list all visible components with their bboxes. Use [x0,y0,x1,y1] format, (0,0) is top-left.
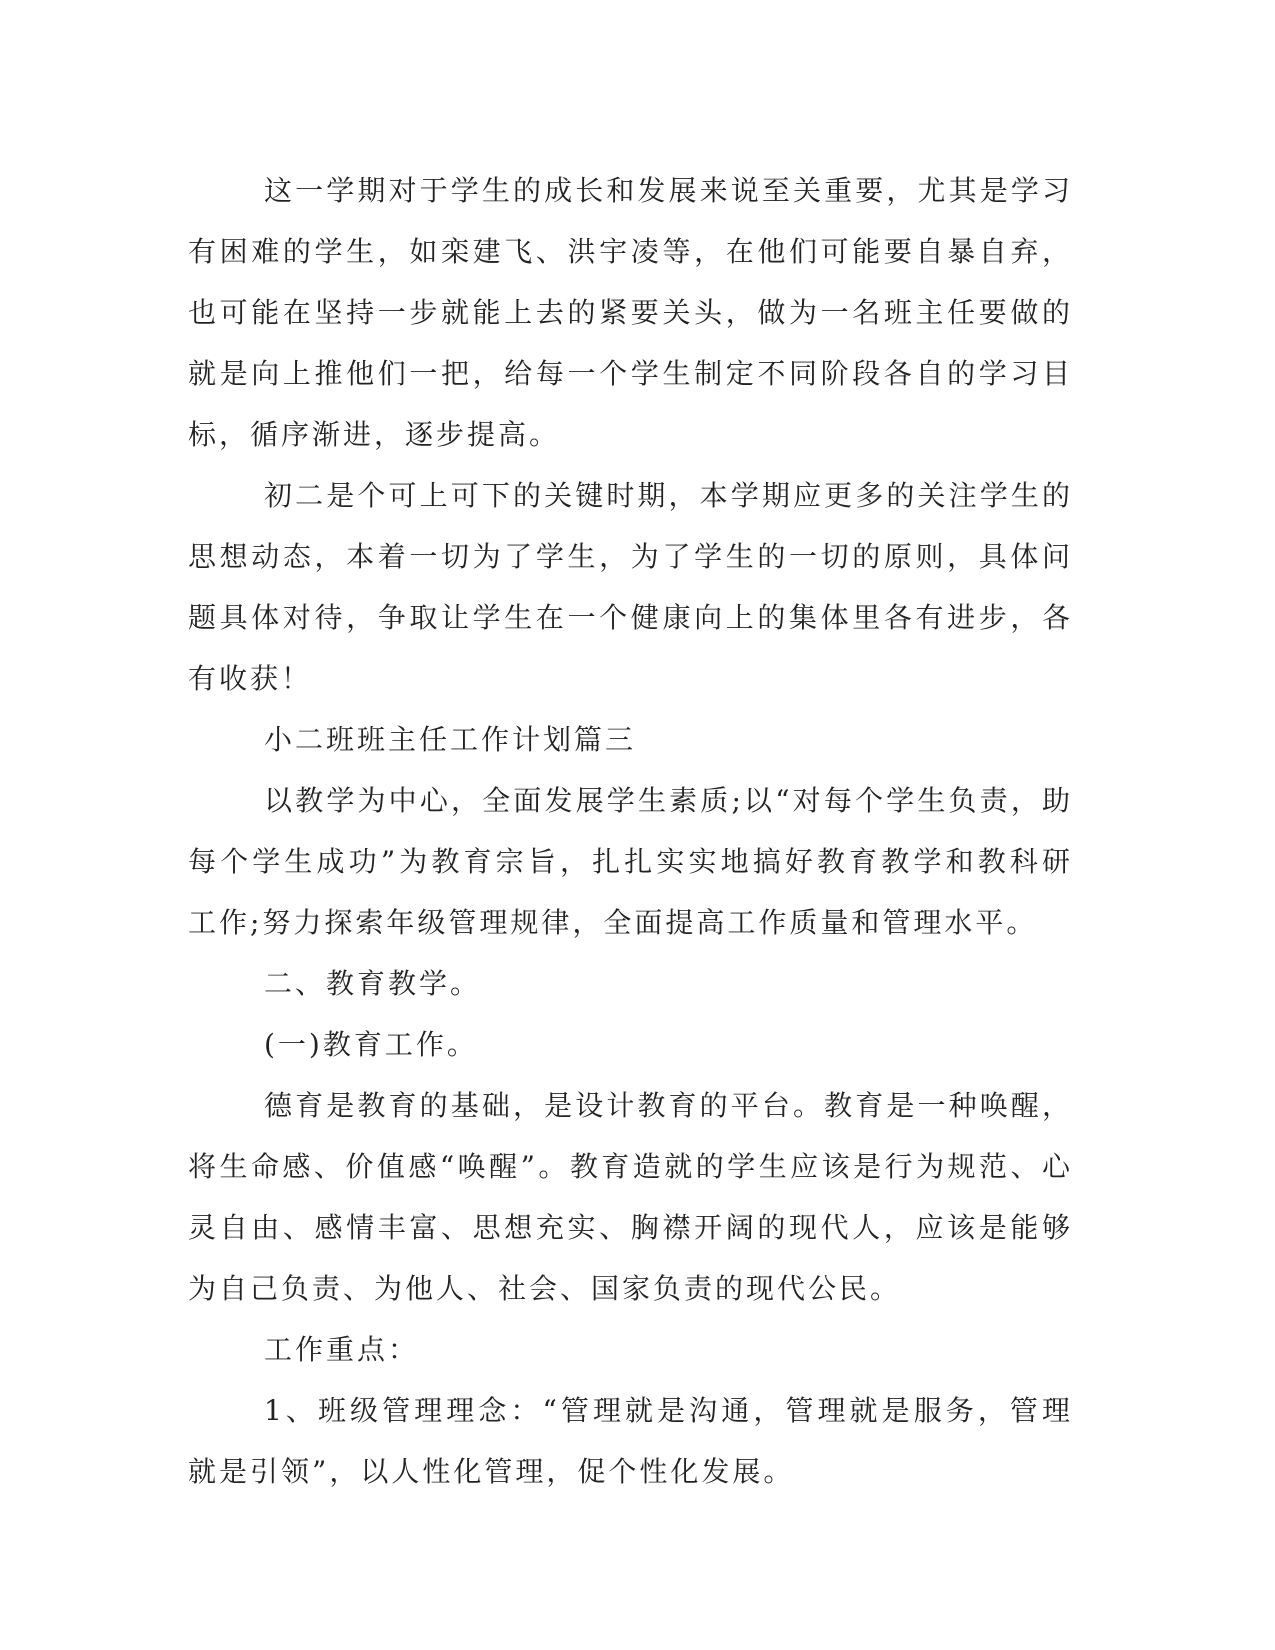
paragraph-moral-education: 德育是教育的基础，是设计教育的平台。教育是一种唤醒，将生命感、价值感“唤醒”。教育造就的学生应该是行为规范、心灵自由、感情丰富、思想充实、胸襟开阔的现代人，应该是能够为自己负责、为他人、社会、国家负责的现代公民。 [188,1089,1073,1305]
document-body [188,160,1073,1502]
paragraph-study-goals: 这一学期对于学生的成长和发展来说至关重要，尤其是学习有困难的学生，如栾建飞、洪宇凌等，在他们可能要自暴自弃，也可能在坚持一步就能上去的紧要关头，做为一名班主任要做的就是向上推他们一把，给每一个学生制定不同阶段各自的学习目标，循序渐进，逐步提高。 [188,174,1073,451]
paragraph-grade-two: 初二是个可上可下的关键时期，本学期应更多的关注学生的思想动态，本着一切为了学生，为了学生的一切的原则，具体问题具体对待，争取让学生在一个健康向上的集体里各有进步，各有收获！ [188,479,1073,695]
section-heading-education-teaching: 二、教育教学。 [264,967,482,1000]
paragraph-teaching-center: 以教学为中心，全面发展学生素质;以“对每个学生负责，助每个学生成功”为教育宗旨，扎扎实实地搞好教育教学和教科研工作;努力探索年级管理规律，全面提高工作质量和管理水平。 [188,784,1073,939]
heading-work-focus: 工作重点： [264,1333,420,1366]
section-heading-part-three: 小二班班主任工作计划篇三 [264,723,637,756]
subsection-heading-education-work: (一)教育工作。 [264,1028,478,1061]
list-item-class-management: 1、班级管理理念：“管理就是沟通，管理就是服务，管理就是引领”，以人性化管理，促个性化发展。 [188,1394,1073,1488]
